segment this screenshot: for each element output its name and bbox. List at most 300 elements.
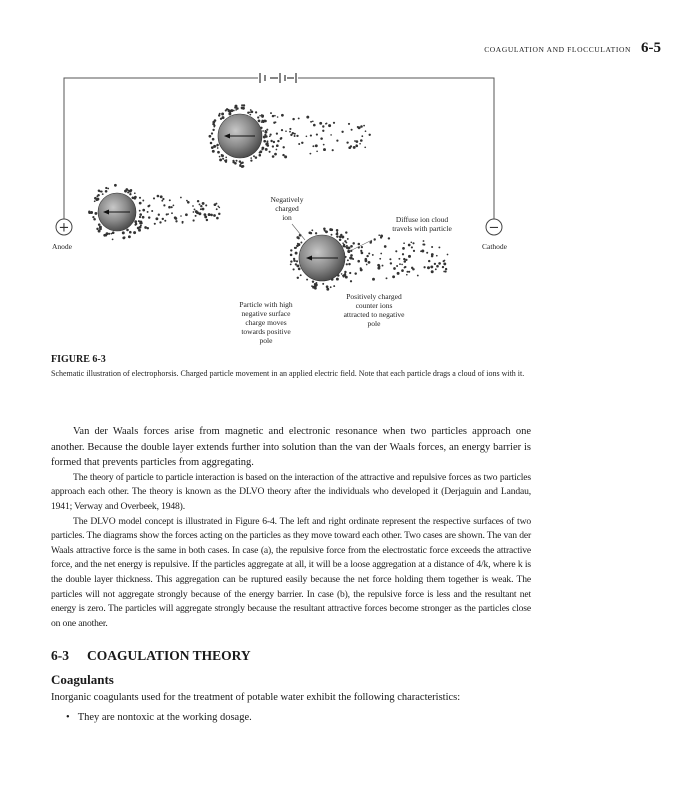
ion-dot: [171, 206, 173, 208]
ion-dot: [94, 212, 97, 215]
ion-dot: [346, 141, 348, 143]
ion-dot: [382, 265, 384, 267]
ion-dot: [129, 231, 132, 234]
ion-dot: [212, 150, 215, 153]
battery-icon: [260, 73, 296, 83]
ion-dot: [122, 231, 125, 234]
ion-dot: [114, 184, 117, 187]
ion-dot: [398, 258, 400, 260]
ion-dot: [357, 260, 360, 263]
ion-dot: [283, 146, 285, 148]
ion-dot: [112, 231, 115, 234]
ion-dot: [99, 190, 101, 192]
ion-dot: [336, 229, 339, 232]
ion-dot: [135, 223, 137, 225]
ion-dot: [431, 246, 433, 248]
ion-dot: [349, 257, 352, 260]
ion-dot: [361, 135, 363, 137]
ion-dot: [276, 133, 278, 135]
ion-dot: [261, 121, 263, 123]
ion-dot: [348, 123, 350, 125]
ion-dot: [326, 285, 329, 288]
list-item-text: They are nontoxic at the working dosage.: [77, 712, 252, 723]
ion-dot: [270, 140, 272, 142]
ion-dot: [329, 228, 332, 231]
ion-dot: [368, 261, 371, 264]
ion-dot: [205, 204, 207, 206]
ion-dot: [331, 234, 333, 236]
ion-dot: [386, 277, 388, 279]
ion-dot: [364, 146, 366, 148]
ion-dot: [342, 242, 344, 244]
ion-dot: [126, 188, 129, 191]
ion-dot: [297, 265, 300, 268]
ion-dot: [361, 246, 363, 248]
ion-dot: [130, 189, 133, 192]
ion-dot: [133, 231, 136, 234]
ion-dot: [296, 236, 299, 239]
ion-dot: [330, 286, 332, 288]
ion-dot: [377, 264, 380, 267]
ion-dot: [310, 232, 312, 234]
ion-dot: [390, 262, 392, 264]
ion-dot: [434, 263, 436, 265]
ion-dot: [105, 187, 107, 189]
ion-dot: [269, 151, 271, 153]
ion-dot: [431, 270, 434, 273]
ion-dot: [140, 221, 143, 224]
ion-dot: [298, 268, 301, 271]
ion-dot: [431, 255, 433, 257]
ion-dot: [435, 268, 437, 270]
ion-dot: [296, 135, 298, 137]
section-heading: [51, 648, 251, 664]
ion-dot: [250, 157, 252, 159]
ion-dot: [443, 262, 446, 265]
ion-dot: [365, 130, 367, 132]
ion-dot: [258, 120, 261, 123]
ion-dot: [294, 247, 296, 249]
ion-dot: [208, 213, 211, 216]
ion-dot: [347, 259, 349, 261]
ion-dot: [230, 109, 233, 112]
ion-dot: [112, 239, 114, 241]
ion-dot: [166, 213, 168, 215]
ion-dot: [162, 218, 164, 220]
ion-dot: [354, 272, 356, 274]
ion-dot: [353, 146, 356, 149]
ion-dot: [300, 274, 302, 276]
ion-dot: [403, 242, 405, 244]
ion-dot: [196, 211, 199, 214]
ion-dot: [294, 133, 296, 135]
section-number: 6-3: [51, 648, 69, 663]
ion-dot: [345, 271, 347, 273]
ion-dot: [360, 139, 363, 142]
ion-dot: [261, 115, 264, 118]
ion-dot: [352, 242, 354, 244]
ion-dot: [162, 198, 164, 200]
ion-dot: [336, 140, 338, 142]
ion-dot: [103, 234, 106, 237]
ion-dot: [151, 210, 153, 212]
ion-dot: [340, 234, 342, 236]
ion-dot: [214, 203, 217, 206]
ion-dot: [366, 255, 368, 257]
ion-dot: [264, 131, 267, 134]
ion-dot: [405, 259, 407, 261]
ion-dot: [212, 129, 214, 131]
ion-dot: [147, 227, 149, 229]
ion-dot: [265, 148, 268, 151]
ion-dot: [436, 265, 439, 268]
ion-dot: [274, 115, 276, 117]
ion-dot: [210, 214, 213, 217]
ion-dot: [401, 264, 403, 266]
ion-dot: [316, 150, 318, 152]
ion-dot: [325, 230, 328, 233]
ion-dot: [348, 250, 351, 253]
ion-dot: [357, 126, 359, 128]
ion-dot: [169, 199, 171, 201]
ion-dot: [296, 245, 299, 248]
ion-dot: [144, 226, 147, 229]
ion-dot: [159, 221, 161, 223]
ion-dot: [309, 153, 311, 155]
particle-top: [218, 114, 262, 158]
ion-dot: [295, 263, 297, 265]
ion-dot: [200, 205, 202, 207]
ion-dot: [139, 202, 142, 205]
ion-dot: [142, 200, 144, 202]
ion-dot: [336, 233, 338, 235]
ion-dot: [444, 270, 446, 272]
ion-dot: [290, 249, 292, 251]
ion-dot: [314, 284, 316, 286]
ion-dot: [411, 246, 413, 248]
ion-dot: [423, 240, 425, 242]
ion-dot: [213, 123, 215, 125]
ion-dot: [290, 254, 293, 257]
ion-dot: [202, 202, 205, 205]
ion-dot: [232, 161, 235, 164]
ion-dot: [366, 264, 368, 266]
ion-dot: [290, 260, 292, 262]
ion-dot: [330, 134, 332, 136]
ion-dot: [96, 228, 98, 230]
ion-dot: [154, 223, 156, 225]
ion-dot: [345, 231, 347, 233]
ion-dot: [194, 208, 196, 210]
ion-dot: [399, 263, 401, 265]
ion-dot: [148, 216, 150, 218]
ion-dot: [168, 206, 171, 209]
ion-dot: [263, 136, 266, 139]
label-negatively-charged-ion: Negatively charged ion: [270, 195, 304, 222]
ion-dot: [306, 279, 308, 281]
ion-dot: [263, 140, 266, 143]
ion-dot: [379, 258, 381, 260]
ion-dot: [392, 275, 395, 278]
ion-dot: [438, 246, 440, 248]
ion-dot: [323, 144, 325, 146]
ion-dot: [193, 219, 195, 221]
ion-dot: [128, 235, 131, 238]
ion-dot: [92, 216, 94, 218]
ion-dot: [228, 112, 231, 115]
ion-dot: [242, 107, 245, 110]
ion-dot: [241, 104, 243, 106]
ion-dot: [369, 241, 371, 243]
ion-dot: [312, 145, 314, 147]
ion-dot: [396, 265, 398, 267]
ion-dot: [139, 197, 141, 199]
ion-dot: [98, 230, 101, 233]
bullet-icon: •: [66, 712, 70, 723]
ion-dot: [219, 158, 222, 161]
ion-dot: [349, 272, 351, 274]
ion-dot: [315, 144, 318, 147]
ion-dot: [88, 211, 90, 213]
ion-dot: [137, 227, 140, 230]
ion-dot: [211, 132, 213, 134]
ion-dot: [96, 198, 99, 201]
ion-dot: [267, 140, 269, 142]
ion-dot: [344, 273, 346, 275]
ion-dot: [298, 143, 300, 145]
ion-dot: [281, 114, 284, 117]
ion-dot: [406, 274, 408, 276]
ion-dot: [310, 121, 312, 123]
ion-dot: [192, 205, 194, 207]
ion-dot: [216, 145, 218, 147]
ion-dot: [282, 154, 284, 156]
ion-dot: [269, 135, 271, 137]
paragraph: Van der Waals forces arise from magnetic and electronic resonance when two particles approach one another. Because the double layer extends further into solution than the van der Waals forces, an energy barrier is formed that prevents particles from aggregating.: [51, 426, 531, 469]
ion-dot: [360, 268, 363, 271]
ion-dot: [94, 200, 96, 202]
ion-dot: [94, 197, 97, 200]
ion-dot: [225, 160, 227, 162]
ion-dot: [281, 129, 283, 131]
ion-dot: [202, 208, 205, 211]
ion-dot: [212, 121, 215, 124]
ion-dot: [193, 211, 195, 213]
ion-dot: [289, 128, 291, 130]
ion-dot: [322, 125, 324, 127]
ion-dot: [293, 260, 295, 262]
ion-dot: [406, 271, 408, 273]
ion-dot: [274, 153, 277, 156]
running-head: [484, 40, 661, 57]
ion-dot: [374, 238, 376, 240]
ion-dot: [272, 145, 274, 147]
ion-dot: [251, 110, 254, 113]
ion-dot: [402, 247, 405, 250]
ion-dot: [352, 258, 354, 260]
ion-dot: [360, 125, 363, 128]
ion-dot: [378, 234, 380, 236]
ion-dot: [253, 155, 255, 157]
ion-dot: [315, 232, 317, 234]
ion-dot: [426, 252, 428, 254]
ion-dot: [343, 275, 345, 277]
ion-dot: [187, 201, 190, 204]
ion-dot: [275, 121, 277, 123]
ion-dot: [368, 252, 370, 254]
page-number: 6-5: [641, 40, 661, 56]
ion-dot: [195, 215, 197, 217]
ion-dot: [316, 134, 318, 136]
ion-dot: [442, 266, 444, 268]
ion-dot: [160, 195, 163, 198]
ion-dot: [225, 157, 227, 159]
ion-dot: [388, 237, 390, 239]
ion-dot: [247, 112, 249, 114]
ion-dot: [380, 253, 382, 255]
ion-dot: [241, 165, 244, 168]
ion-dot: [306, 135, 308, 137]
ion-dot: [257, 116, 259, 118]
ion-dot: [341, 131, 343, 133]
ion-dot: [270, 112, 272, 114]
figure-caption: [51, 354, 531, 379]
ion-dot: [222, 158, 224, 160]
ion-dot: [298, 117, 300, 119]
ion-dot: [290, 134, 292, 136]
ion-dot: [358, 243, 361, 246]
ion-dot: [255, 111, 257, 113]
ion-dot: [171, 212, 173, 214]
cathode-symbol: −: [488, 220, 500, 236]
ion-dot: [97, 194, 99, 196]
figure-electrophoresis: [0, 60, 689, 360]
ion-dot: [311, 229, 313, 231]
ion-dot: [293, 268, 295, 270]
caption-text: Schematic illustration of electrophorsis. Charged particle movement in an applied electric field. Note that each particle drags a cloud of ions with it.: [51, 369, 525, 378]
ion-dot: [235, 160, 237, 162]
subsection-text: Inorganic coagulants used for the treatment of potable water exhibit the following characteristics:: [51, 692, 461, 703]
ion-dot: [295, 252, 298, 255]
ion-dot: [147, 205, 149, 207]
ion-dot: [270, 134, 272, 136]
ion-dot: [163, 204, 165, 206]
ion-dot: [410, 241, 412, 243]
ion-dot: [294, 135, 296, 137]
ion-dot: [350, 245, 353, 248]
label-anode: Anode: [52, 242, 72, 251]
ion-dot: [213, 145, 216, 148]
ion-dot: [421, 250, 424, 253]
ion-dot: [320, 137, 323, 140]
ion-dot: [436, 255, 438, 257]
ion-dot: [332, 149, 334, 151]
ion-dot: [142, 216, 145, 219]
ion-dot: [182, 222, 184, 224]
ion-dot: [297, 277, 299, 279]
ion-dot: [289, 131, 291, 133]
ion-dot: [197, 200, 199, 202]
ion-dot: [343, 245, 346, 248]
ion-dot: [333, 122, 335, 124]
ion-dot: [412, 268, 414, 270]
ion-dot: [297, 243, 299, 245]
ion-dot: [216, 208, 218, 210]
ion-dot: [380, 236, 382, 238]
ion-dot: [328, 124, 331, 127]
ion-dot: [234, 106, 236, 108]
ion-dot: [153, 197, 155, 199]
ion-dot: [336, 278, 339, 281]
ion-dot: [339, 239, 342, 242]
paragraph: The theory of particle to particle interaction is based on the interaction of the attractive and repulsive forces as two particles approach each other. The theory is known as the DLVO theory after the individuals who developed it (Derjaguin and Landau, 1941; Verway and Overbeek, 1948).: [51, 471, 531, 512]
caption-title: FIGURE 6-3: [51, 354, 106, 365]
ion-dot: [408, 255, 411, 258]
ion-dot: [447, 254, 449, 256]
ion-dot: [221, 113, 224, 116]
ion-dot: [262, 130, 264, 132]
ion-dot: [276, 149, 278, 151]
ion-dot: [277, 140, 279, 142]
ion-dot: [312, 280, 314, 282]
ion-dot: [369, 134, 371, 136]
ion-dot: [361, 252, 364, 255]
ion-dot: [173, 205, 175, 207]
ion-dot: [273, 141, 275, 143]
ion-dot: [139, 216, 141, 218]
ion-dot: [161, 200, 163, 202]
ion-dot: [233, 110, 235, 112]
ion-dot: [175, 220, 177, 222]
ion-dot: [430, 265, 433, 268]
ion-dot: [180, 215, 182, 217]
ion-dot: [427, 266, 430, 269]
ion-dot: [259, 115, 261, 117]
label-diffuse-ion-cloud: Diffuse ion cloud travels with particle: [392, 215, 452, 233]
ion-dot: [217, 205, 219, 207]
ion-dot: [140, 225, 142, 227]
ion-dot: [322, 130, 324, 132]
ion-dot: [277, 116, 279, 118]
ion-dot: [93, 218, 96, 221]
ion-dot: [259, 154, 262, 157]
ion-dot: [175, 217, 178, 220]
ion-dot: [408, 244, 411, 247]
ion-dot: [199, 203, 201, 205]
ion-dot: [292, 118, 294, 120]
ion-dot: [126, 229, 129, 232]
ion-dot: [319, 122, 322, 125]
ion-dot: [312, 120, 314, 122]
ion-dot: [444, 260, 446, 262]
ion-dot: [218, 114, 220, 116]
ion-dot: [212, 138, 215, 141]
ion-dot: [350, 145, 352, 147]
ion-dot: [326, 288, 329, 291]
ion-dot: [255, 156, 258, 159]
ion-dot: [290, 263, 292, 265]
ion-dot: [389, 258, 391, 260]
ion-dot: [239, 160, 241, 162]
ion-dot: [428, 260, 430, 262]
ion-dot: [213, 214, 216, 217]
ion-dot: [139, 213, 142, 216]
ion-dot: [423, 244, 425, 246]
ion-dot: [384, 245, 387, 248]
ion-dot: [359, 143, 361, 145]
ion-dot: [210, 142, 213, 145]
ion-dot: [267, 142, 269, 144]
